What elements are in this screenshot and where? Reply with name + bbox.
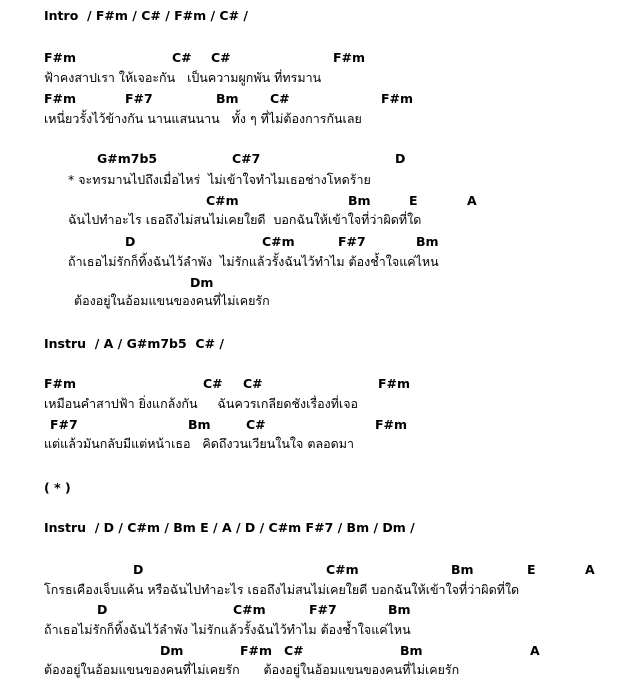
chord-label: F#7	[309, 602, 337, 617]
lyric-line: โกรธเคืองเจ็บแค้น หรือฉันไปทำอะไร เธอถึงไม่สนไม่เคยใยดี บอกฉันให้เข้าใจที่ว่าผิดที่ใด	[44, 582, 520, 597]
lyric-line: ฉันไปทำอะไร เธอถึงไม่สนไม่เคยใยดี บอกฉันให้เข้าใจที่ว่าผิดที่ใด	[68, 212, 422, 227]
chord-label: A	[530, 643, 540, 658]
chord-label: ( * )	[44, 480, 71, 495]
chord-label: F#m	[44, 50, 77, 65]
chord-label: Intro / F#m / C# / F#m / C# /	[44, 8, 248, 23]
lyric-line: * จะทรมานไปถึงเมื่อไหร่ ไม่เข้าใจทำไมเธอช่างโหดร้าย	[68, 172, 371, 187]
chord-label: C#m	[233, 602, 266, 617]
chord-label: D	[395, 151, 406, 166]
chord-label: Bm	[348, 193, 371, 208]
chord-label: C#	[246, 417, 266, 432]
chord-label: Bm	[400, 643, 423, 658]
lyric-line: แต่แล้วมันกลับมีแต่หน้าเธอ คิดถึงวนเวียนในใจ ตลอดมา	[44, 436, 354, 451]
chord-label: F#7	[50, 417, 78, 432]
chord-label: C#m	[262, 234, 295, 249]
chord-label: C#m	[326, 562, 359, 577]
chord-label: Bm	[416, 234, 439, 249]
chord-label: C#	[270, 91, 290, 106]
chord-label: Bm	[451, 562, 474, 577]
chord-label: Bm	[188, 417, 211, 432]
chord-label: F#m	[378, 376, 411, 391]
chord-label: F#m	[240, 643, 273, 658]
chord-label: C#	[211, 50, 231, 65]
chord-label: Instru / A / G#m7b5 C# /	[44, 336, 224, 351]
chord-label: F#m	[333, 50, 366, 65]
chord-label: E	[527, 562, 536, 577]
lyric-line: ต้องอยู่ในอ้อมแขนของคนที่ไม่เคยรัก ต้องอยู่ในอ้อมแขนของคนที่ไม่เคยรัก	[44, 662, 460, 677]
chord-label: C#	[243, 376, 263, 391]
chord-label: F#m	[44, 91, 77, 106]
chord-label: F#m	[375, 417, 408, 432]
chord-label: A	[585, 562, 595, 577]
lyric-line: ถ้าเธอไม่รักก็ทิ้งฉันไว้ลำพัง ไม่รักแล้วรั้งฉันไว้ทำไม ต้องช้ำใจแค่ไหน	[44, 622, 411, 637]
chord-label: C#	[284, 643, 304, 658]
chord-label: F#7	[125, 91, 153, 106]
chord-label: Bm	[216, 91, 239, 106]
chord-label: C#7	[232, 151, 261, 166]
chord-label: E	[409, 193, 418, 208]
chord-label: F#7	[338, 234, 366, 249]
chord-label: C#	[172, 50, 192, 65]
chord-label: Dm	[160, 643, 184, 658]
chord-label: D	[97, 602, 108, 617]
chord-label: C#m	[206, 193, 239, 208]
chord-label: A	[467, 193, 477, 208]
lyric-line: ต้องอยู่ในอ้อมแขนของคนที่ไม่เคยรัก	[74, 293, 270, 308]
chord-label: G#m7b5	[97, 151, 158, 166]
chord-label: Instru / D / C#m / Bm E / A / D / C#m F#7 / Bm / Dm /	[44, 520, 415, 535]
chord-label: F#m	[381, 91, 414, 106]
chord-label: D	[125, 234, 136, 249]
lyric-line: เหมือนคำสาปฟ้า ยิ่งแกล้งกัน ฉันควรเกลียดชังเรื่องที่เจอ	[44, 396, 359, 411]
lyric-line: ถ้าเธอไม่รักก็ทิ้งฉันไว้ลำพัง ไม่รักแล้วรั้งฉันไว้ทำไม ต้องช้ำใจแค่ไหน	[68, 254, 439, 269]
lyric-line: ฟ้าคงสาปเรา ให้เจอะกัน เป็นความผูกพัน ที่ทรมาน	[44, 70, 322, 85]
chord-label: Bm	[388, 602, 411, 617]
lyric-line: เหนี่ยวรั้งไว้ข้างกัน นานแสนนาน ทั้ง ๆ ที่ไม่ต้องการกันเลย	[44, 111, 362, 126]
chord-label: D	[133, 562, 144, 577]
chord-label: F#m	[44, 376, 77, 391]
chord-label: C#	[203, 376, 223, 391]
chord-label: Dm	[190, 275, 214, 290]
